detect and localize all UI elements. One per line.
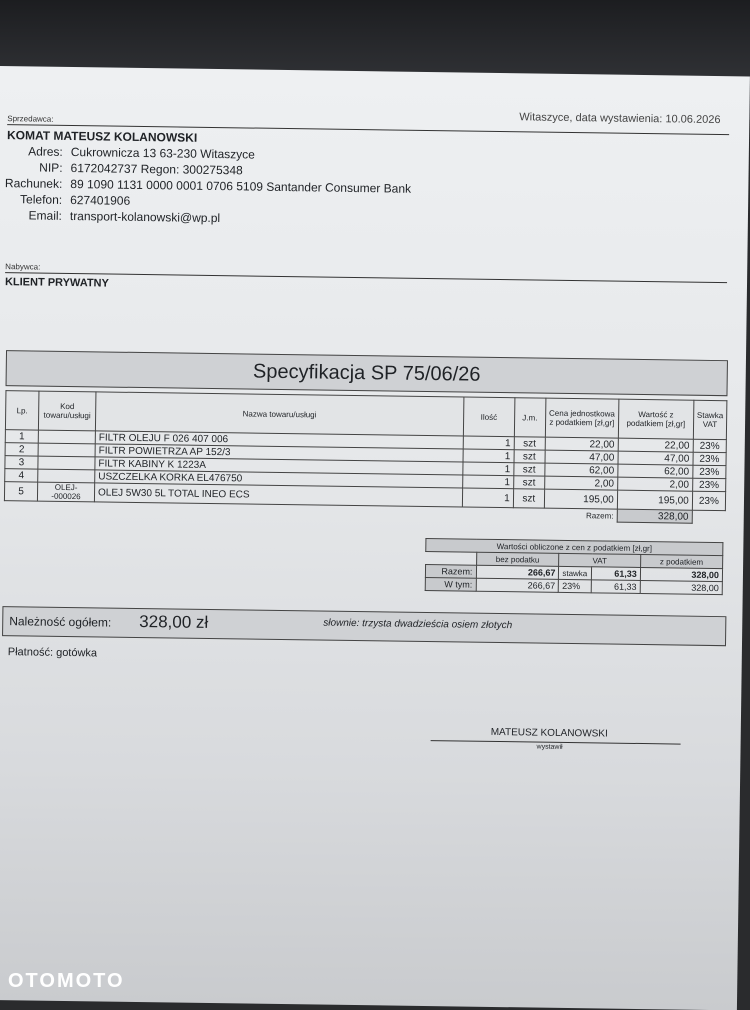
vat-razem-gross: 328,00 bbox=[640, 567, 722, 581]
item-code: OLEJ--000026 bbox=[37, 482, 94, 502]
item-qty: 1 bbox=[463, 449, 514, 463]
item-code bbox=[38, 456, 95, 470]
seller-email: transport-kolanowski@wp.pl bbox=[69, 208, 221, 226]
vat-rate-label: stawka bbox=[559, 566, 592, 579]
document-title bbox=[6, 350, 728, 396]
item-lp: 1 bbox=[5, 430, 38, 443]
item-code bbox=[38, 430, 95, 444]
header-unit-price: Cena jednostkowa z podatkiem [zł,gr] bbox=[545, 398, 619, 438]
vat-razem-vat: 61,33 bbox=[592, 567, 641, 581]
item-name: OLEJ 5W30 5L TOTAL INEO ECS bbox=[94, 483, 462, 507]
item-qty: 1 bbox=[463, 462, 514, 476]
vat-wtym-row bbox=[425, 577, 722, 594]
vat-wtym-gross: 328,00 bbox=[640, 580, 722, 594]
item-code bbox=[38, 469, 95, 483]
item-price: 62,00 bbox=[545, 463, 618, 477]
item-value: 2,00 bbox=[617, 477, 692, 491]
place-date: Witaszyce, data wystawienia: 10.06.2026 bbox=[519, 111, 721, 127]
total-due-amount: 328,00 zł bbox=[139, 611, 209, 632]
item-lp: 5 bbox=[4, 482, 37, 501]
signature-caption: wystawił bbox=[536, 743, 563, 751]
header-unit: J.m. bbox=[514, 398, 546, 437]
item-vat: 23% bbox=[692, 491, 725, 510]
item-price: 195,00 bbox=[544, 489, 617, 509]
vat-caption: Wartości obliczone z cen z podatkiem [zł,gr] bbox=[426, 538, 723, 555]
item-name: USZCZELKA KORKA EL476750 bbox=[95, 470, 463, 488]
item-name: FILTR KABINY K 1223A bbox=[95, 457, 463, 475]
header-vat-rate: Stawka VAT bbox=[693, 400, 727, 439]
seller-name: KOMAT MATEUSZ KOLANOWSKI bbox=[6, 128, 198, 145]
item-qty: 1 bbox=[462, 475, 513, 489]
item-value: 22,00 bbox=[618, 438, 693, 452]
item-vat: 23% bbox=[693, 439, 726, 452]
header-code: Kod towaru/usługi bbox=[38, 391, 96, 431]
account-label: Rachunek: bbox=[4, 176, 63, 191]
item-qty: 1 bbox=[462, 488, 513, 508]
email-label: Email: bbox=[28, 208, 63, 223]
item-value: 47,00 bbox=[618, 451, 693, 465]
vat-wtym-rate: 23% bbox=[559, 579, 592, 592]
vat-razem-net: 266,67 bbox=[476, 565, 559, 579]
header-name: Nazwa towaru/usługi bbox=[95, 392, 463, 436]
item-name: FILTR OLEJU F 026 407 006 bbox=[95, 431, 463, 449]
item-price: 2,00 bbox=[544, 476, 617, 490]
vat-wtym-net: 266,67 bbox=[476, 578, 559, 592]
item-code bbox=[38, 443, 95, 457]
item-lp: 3 bbox=[5, 456, 38, 469]
item-lp: 2 bbox=[5, 443, 38, 456]
vat-col-gross: z podatkiem bbox=[640, 554, 722, 568]
phone-label: Telefon: bbox=[20, 192, 63, 207]
vat-col-net: bez podatku bbox=[476, 552, 559, 566]
item-vat: 23% bbox=[693, 452, 726, 465]
total-due-label: Należność ogółem: bbox=[9, 614, 112, 630]
item-value: 195,00 bbox=[617, 490, 692, 510]
document-paper bbox=[0, 66, 750, 1010]
seller-account: 89 1090 1131 0000 0001 0706 5109 Santander Consumer Bank bbox=[70, 176, 412, 196]
signature-name: MATEUSZ KOLANOWSKI bbox=[490, 726, 608, 740]
item-unit: szt bbox=[514, 450, 545, 463]
payment-method: Płatność: gotówka bbox=[7, 646, 98, 660]
seller-section-label: Sprzedawca: bbox=[7, 114, 54, 124]
header-lp: Lp. bbox=[5, 391, 39, 430]
item-qty: 1 bbox=[463, 436, 514, 450]
item-price: 22,00 bbox=[545, 437, 618, 451]
item-name: FILTR POWIETRZA AP 152/3 bbox=[95, 444, 463, 462]
item-unit: szt bbox=[514, 463, 545, 476]
vat-wtym-label: W tym: bbox=[425, 577, 476, 591]
seller-nip-regon: 6172042737 Regon: 300275348 bbox=[70, 160, 243, 178]
item-lp: 4 bbox=[5, 469, 38, 482]
vat-wtym-vat: 61,33 bbox=[592, 580, 641, 594]
items-table bbox=[4, 390, 728, 524]
nip-label: NIP: bbox=[39, 160, 63, 175]
buyer-divider bbox=[5, 272, 727, 283]
item-unit: szt bbox=[514, 437, 545, 450]
header-qty: Ilość bbox=[463, 397, 515, 437]
address-label: Adres: bbox=[28, 144, 63, 159]
items-total-value: 328,00 bbox=[617, 509, 692, 523]
items-total-label: Razem: bbox=[585, 510, 614, 521]
header-value: Wartość z podatkiem [zł,gr] bbox=[618, 399, 694, 439]
vat-col-vat: VAT bbox=[559, 553, 641, 567]
item-vat: 23% bbox=[693, 465, 726, 478]
buyer-section-label: Nabywca: bbox=[5, 262, 41, 272]
item-price: 47,00 bbox=[545, 450, 618, 464]
item-unit: szt bbox=[513, 476, 544, 489]
item-unit: szt bbox=[513, 489, 544, 508]
seller-address: Cukrownicza 13 63-230 Witaszyce bbox=[70, 144, 255, 162]
otomoto-watermark: OTOMOTO bbox=[8, 970, 125, 992]
item-vat: 23% bbox=[692, 478, 725, 491]
vat-summary-table bbox=[425, 538, 724, 595]
document-title-text: Specyfikacja SP 75/06/26 bbox=[252, 360, 481, 386]
vat-razem-label: Razem: bbox=[425, 564, 476, 578]
items-body bbox=[4, 430, 726, 511]
total-due-bar bbox=[2, 606, 726, 646]
buyer-name: KLIENT PRYWATNY bbox=[4, 276, 109, 290]
total-due-words: słownie: trzysta dwadzieścia osiem złotych bbox=[323, 617, 513, 632]
item-value: 62,00 bbox=[618, 464, 693, 478]
seller-phone: 627401906 bbox=[70, 192, 131, 208]
